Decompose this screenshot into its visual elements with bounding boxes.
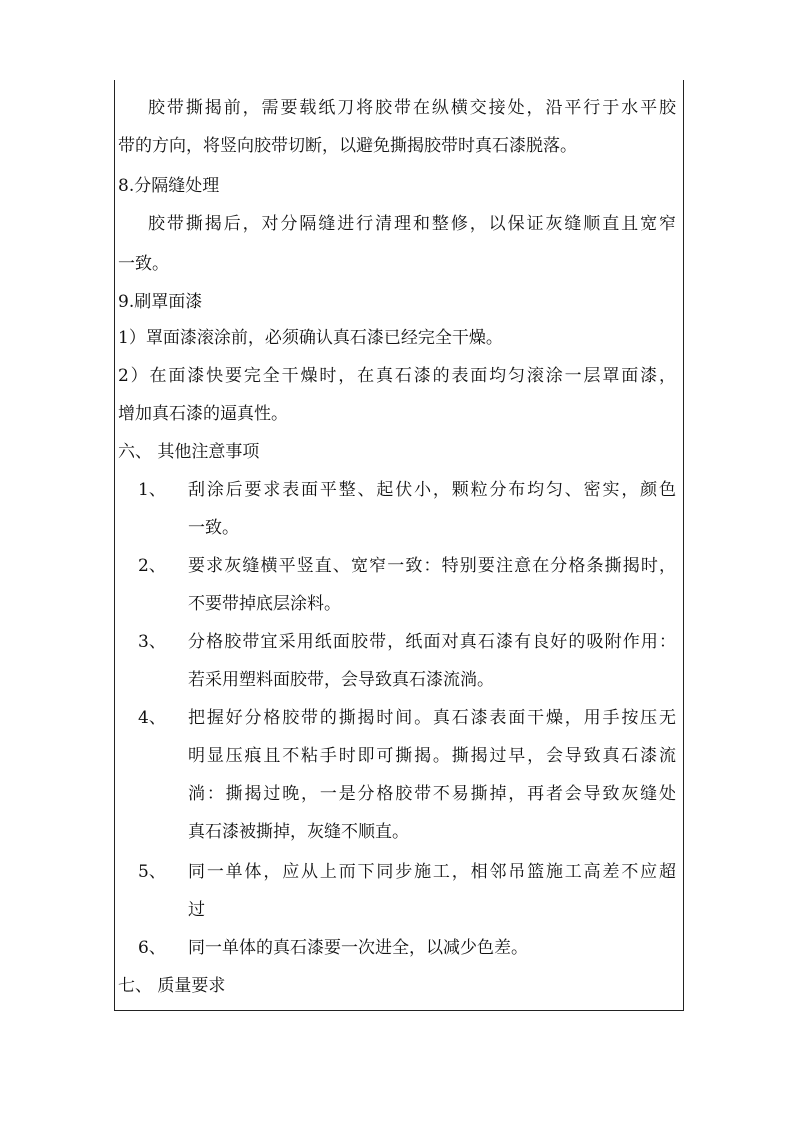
- paragraph-line: 一致。: [118, 254, 169, 274]
- list-item-line: 淌：撕揭过晚，一是分格胶带不易撕掉，再者会导致灰缝处: [188, 784, 676, 804]
- list-item-line: 要求灰缝横平竖直、宽窄一致：特别要注意在分格条撕揭时，: [188, 556, 676, 576]
- list-item-number: 4、: [138, 708, 166, 728]
- list-item-line: 同一单体，应从上而下同步施工，相邻吊篮施工高差不应超: [188, 862, 676, 882]
- paragraph-line: 胶带撕揭后，对分隔缝进行清理和整修，以保证灰缝顺直且宽窄: [148, 214, 676, 234]
- section-heading: 七、 质量要求: [118, 976, 226, 996]
- list-item-number: 1、: [138, 480, 166, 500]
- paragraph-line: 胶带撕揭前，需要载纸刀将胶带在纵横交接处，沿平行于水平胶: [148, 98, 676, 118]
- list-item-line: 不要带掉底层涂料。: [188, 594, 341, 614]
- list-item-number: 2、: [138, 556, 166, 576]
- list-item-line: 明显压痕且不粘手时即可撕揭。撕揭过早，会导致真石漆流: [188, 746, 676, 766]
- paragraph-line: 增加真石漆的逼真性。: [118, 404, 288, 424]
- list-item-number: 5、: [138, 862, 166, 882]
- paragraph-line: 1）罩面漆滚涂前，必须确认真石漆已经完全干燥。: [118, 328, 503, 348]
- list-item-line: 过: [188, 900, 205, 920]
- list-item-line: 分格胶带宜采用纸面胶带，纸面对真石漆有良好的吸附作用：: [188, 632, 676, 652]
- section-heading: 8.分隔缝处理: [118, 176, 220, 196]
- section-heading: 9.刷罩面漆: [118, 292, 203, 312]
- list-item-line: 同一单体的真石漆要一次进全，以减少色差。: [188, 938, 528, 958]
- list-item-number: 3、: [138, 632, 166, 652]
- list-item-number: 6、: [138, 938, 166, 958]
- list-item-line: 刮涂后要求表面平整、起伏小，颗粒分布均匀、密实，颜色: [188, 480, 676, 500]
- paragraph-line: 2）在面漆快要完全干燥时，在真石漆的表面均匀滚涂一层罩面漆，: [118, 366, 676, 386]
- list-item-line: 真石漆被撕掉，灰缝不顺直。: [188, 822, 409, 842]
- list-item-line: 把握好分格胶带的撕揭时间。真石漆表面干燥，用手按压无: [188, 708, 676, 728]
- list-item-line: 若采用塑料面胶带，会导致真石漆流淌。: [188, 670, 494, 690]
- paragraph-line: 带的方向，将竖向胶带切断，以避免撕揭胶带时真石漆脱落。: [118, 136, 577, 156]
- section-heading: 六、 其他注意事项: [118, 442, 260, 462]
- list-item-line: 一致。: [188, 518, 239, 538]
